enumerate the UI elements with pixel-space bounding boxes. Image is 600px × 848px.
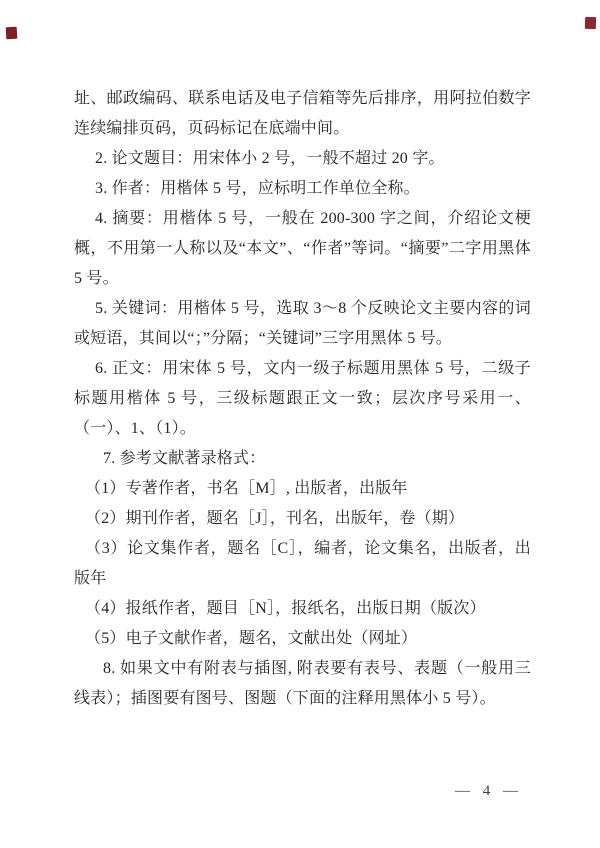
paragraph-reference-3: （3）论文集作者，题名［C］，编者，论文集名，出版者，出版年 <box>74 540 531 587</box>
paragraph-item-6: 6. 正文：用宋体 5 号，文内一级子标题用黑体 5 号，二级子标题用楷体 5 号，三级标题跟正文一致；层次序号采用一、（一）、1、（1）。 <box>74 360 531 437</box>
paragraph-item-8: 8. 如果文中有附表与插图, 附表要有表号、表题（一般用三线表）；插图要有图号、图题（下面的注释用黑体小 5 号）。 <box>74 660 531 707</box>
corner-mark-top-right <box>585 17 596 29</box>
paragraph-item-3: 3. 作者：用楷体 5 号，应标明工作单位全称。 <box>95 180 420 197</box>
paragraph-item-7: 7. 参考文献著录格式： <box>103 450 266 467</box>
page-number: — 4 — <box>455 783 519 799</box>
paragraph-reference-1: （1）专著作者，书名［M］, 出版者，出版年 <box>85 480 408 497</box>
paragraph-item-5: 5. 关键词：用楷体 5 号，选取 3～8 个反映论文主要内容的词或短语，其间以“；”分隔；“关键词”三字用黑体 5 号。 <box>74 300 531 347</box>
paragraph-reference-4: （4）报纸作者，题目［N］，报纸名，出版日期（版次） <box>85 600 486 617</box>
paragraph-reference-2: （2）期刊作者，题名［J］，刊名，出版年，卷（期） <box>85 510 465 527</box>
paragraph-continuation: 址、邮政编码、联系电话及电子信箱等先后排序，用阿拉伯数字连续编排页码，页码标记在底端中间。 <box>74 90 531 137</box>
paragraph-item-4: 4. 摘要：用楷体 5 号，一般在 200-300 字之间，介绍论文梗概，不用第一人称以及“本文”、“作者”等词。“摘要”二字用黑体 5 号。 <box>74 210 531 287</box>
paragraph-item-2: 2. 论文题目：用宋体小 2 号，一般不超过 20 字。 <box>95 150 445 167</box>
document-text-block <box>74 84 531 714</box>
corner-mark-top-left <box>6 27 18 40</box>
paragraph-reference-5: （5）电子文献作者，题名，文献出处（网址） <box>85 630 418 647</box>
